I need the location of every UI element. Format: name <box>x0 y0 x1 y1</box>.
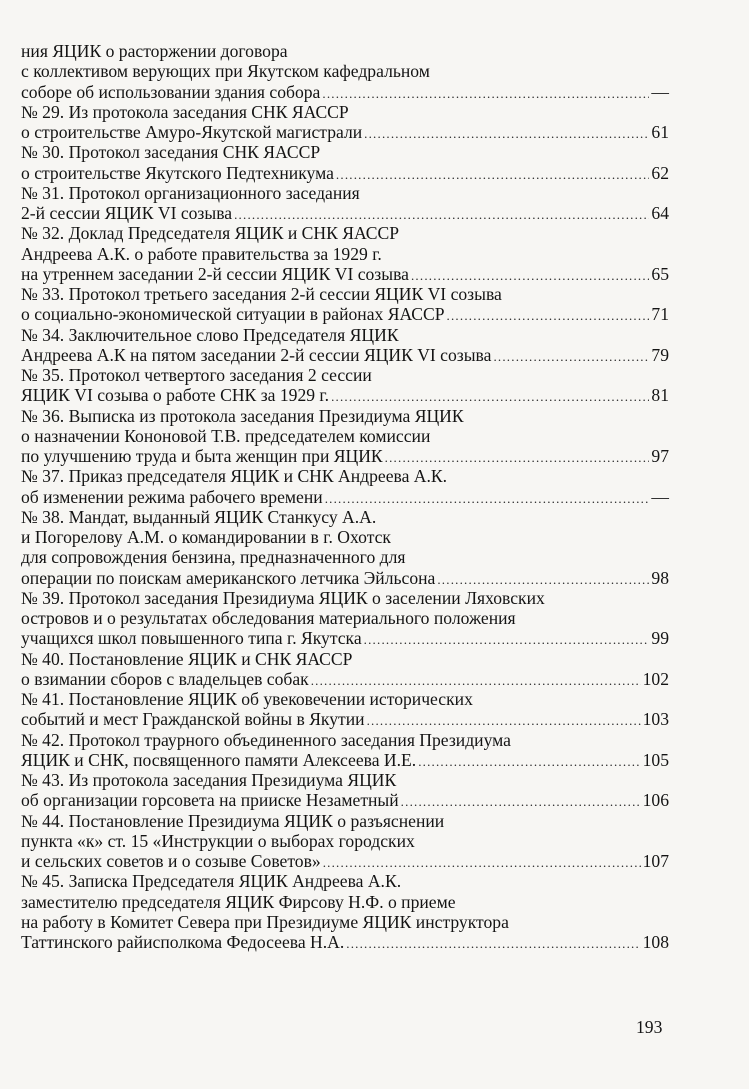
toc-page-number: 102 <box>642 668 669 689</box>
toc-line-text: № 31. Протокол организационного заседания <box>21 182 360 203</box>
toc-line <box>21 264 669 284</box>
toc-line <box>21 932 669 952</box>
toc-line <box>21 851 669 871</box>
toc-line-text: заместителю председателя ЯЦИК Фирсову Н.Ф. о приеме <box>21 891 456 912</box>
toc-line-text: Андреева А.К на пятом заседании 2-й сессии ЯЦИК VI созыва <box>21 344 492 365</box>
dot-leader <box>447 306 650 326</box>
toc-line-text: на утреннем заседании 2-й сессии ЯЦИК VI созыва <box>21 263 409 284</box>
toc-page-number: 97 <box>651 446 669 466</box>
toc-line <box>21 912 669 932</box>
toc-line <box>21 426 669 446</box>
toc-entry <box>21 871 669 952</box>
toc-line-text: № 43. Из протокола заседания Президиума ЯЦИК <box>21 770 397 790</box>
dot-leader <box>322 84 649 104</box>
toc-page-number: 106 <box>642 790 669 811</box>
toc-line-text: с коллективом верующих при Якутском кафедральном <box>21 61 430 82</box>
toc-line <box>21 385 669 405</box>
toc-entry <box>21 507 669 588</box>
toc-line <box>21 770 669 790</box>
toc-page-number: 98 <box>651 567 669 588</box>
toc-line-text: № 33. Протокол третьего заседания 2-й сессии ЯЦИК VI созыва <box>21 284 502 304</box>
toc-page-number: — <box>651 81 669 102</box>
toc-entry <box>21 649 669 690</box>
toc-page-number: 62 <box>651 162 669 183</box>
toc-line-text: Таттинского райисполкома Федосеева Н.А. <box>21 932 345 952</box>
toc-line <box>21 163 669 183</box>
dot-leader <box>346 934 640 954</box>
toc-line-text: о социально-экономической ситуации в районах ЯАССР <box>21 304 445 325</box>
toc-line <box>21 365 669 385</box>
toc-line-text: о взимании сборов с владельцев собак <box>21 668 309 689</box>
dot-leader <box>364 124 649 144</box>
toc-line <box>21 142 669 162</box>
toc-line <box>21 203 669 223</box>
toc-entry <box>21 689 669 730</box>
toc-line-text: ния ЯЦИК о расторжении договора <box>21 41 288 61</box>
toc-page-number: 65 <box>651 263 669 284</box>
toc-line <box>21 406 669 426</box>
toc-entry <box>21 102 669 143</box>
toc-line <box>21 244 669 264</box>
toc-line-text: о строительстве Амуро-Якутской магистрали <box>21 122 363 142</box>
toc-page-number: 105 <box>642 749 669 770</box>
toc-line-text: № 41. Постановление ЯЦИК об увековечении исторических <box>21 689 473 709</box>
toc-line-text: № 37. Приказ председателя ЯЦИК и СНК Андреева А.К. <box>21 466 448 487</box>
dot-leader <box>331 387 649 407</box>
toc-line <box>21 102 669 122</box>
toc-line <box>21 750 669 770</box>
toc-line-text: операции по поискам американского летчика Эйльсона <box>21 567 436 588</box>
toc-page-number: — <box>651 486 669 507</box>
toc-line <box>21 730 669 750</box>
toc-line <box>21 61 669 81</box>
toc-entry <box>21 588 669 649</box>
toc-line-text: о назначении Кононовой Т.В. председателем комиссии <box>21 425 431 446</box>
toc-line-text: для сопровождения бензина, предназначенного для <box>21 547 406 568</box>
toc-line <box>21 892 669 912</box>
dot-leader <box>437 570 649 590</box>
toc-line <box>21 811 669 831</box>
dot-leader <box>323 853 641 873</box>
toc-line <box>21 487 669 507</box>
toc-page-number: 99 <box>651 628 669 649</box>
toc-line <box>21 345 669 365</box>
toc-line-text: на работу в Комитет Севера при Президиуме ЯЦИК инструктора <box>21 911 509 932</box>
toc-entry <box>21 466 669 507</box>
toc-line <box>21 527 669 547</box>
toc-page-number: 61 <box>651 122 669 142</box>
toc-line <box>21 466 669 486</box>
toc-line <box>21 649 669 669</box>
toc-line <box>21 41 669 61</box>
dot-leader <box>234 205 649 225</box>
toc-line <box>21 304 669 324</box>
dot-leader <box>401 792 641 812</box>
toc-line <box>21 831 669 851</box>
toc-line-text: Андреева А.К. о работе правительства за 1929 г. <box>21 243 382 264</box>
toc-line <box>21 507 669 527</box>
toc-line <box>21 568 669 588</box>
table-of-contents <box>21 41 669 952</box>
toc-line-text: № 34. Заключительное слово Председателя ЯЦИК <box>21 324 399 345</box>
toc-line-text: ЯЦИК VI созыва о работе СНК за 1929 г. <box>21 385 330 406</box>
toc-line-text: событий и мест Гражданской войны в Якутии <box>21 709 365 730</box>
toc-page-number: 79 <box>651 344 669 365</box>
toc-line-text: № 45. Записка Председателя ЯЦИК Андреева А.К. <box>21 871 402 892</box>
dot-leader <box>325 489 650 509</box>
toc-line-text: № 38. Мандат, выданный ЯЦИК Станкусу А.А. <box>21 506 377 527</box>
toc-line <box>21 223 669 243</box>
toc-line-text: № 36. Выписка из протокола заседания Президиума ЯЦИК <box>21 405 464 426</box>
page-number: 193 <box>636 1017 663 1037</box>
toc-line-text: № 32. Доклад Председателя ЯЦИК и СНК ЯАССР <box>21 223 400 244</box>
toc-line-text: об изменении режима рабочего времени <box>21 486 323 507</box>
toc-page-number: 108 <box>642 932 669 952</box>
toc-line-text: пункта «к» ст. 15 «Инструкции о выборах городских <box>21 830 415 851</box>
toc-entry <box>21 284 669 325</box>
toc-page-number: 81 <box>651 385 669 406</box>
toc-line-text: № 35. Протокол четвертого заседания 2 сессии <box>21 365 372 385</box>
toc-line <box>21 689 669 709</box>
toc-entry <box>21 770 669 811</box>
toc-entry <box>21 183 669 224</box>
toc-line <box>21 325 669 345</box>
toc-page-number: 64 <box>651 203 669 223</box>
toc-line <box>21 669 669 689</box>
toc-line <box>21 628 669 648</box>
toc-line-text: № 30. Протокол заседания СНК ЯАССР <box>21 142 321 163</box>
toc-entry <box>21 223 669 284</box>
dot-leader <box>411 266 649 286</box>
dot-leader <box>493 347 649 367</box>
dot-leader <box>336 165 649 185</box>
toc-line-text: по улучшению труда и быта женщин при ЯЦИК <box>21 446 383 466</box>
toc-line <box>21 608 669 628</box>
toc-entry <box>21 142 669 183</box>
toc-line <box>21 122 669 142</box>
toc-entry <box>21 325 669 366</box>
toc-line <box>21 284 669 304</box>
toc-line-text: и сельских советов и о созыве Советов» <box>21 851 321 871</box>
dot-leader <box>418 752 640 772</box>
toc-line-text: ЯЦИК и СНК, посвященного памяти Алексеева И.Е. <box>21 749 417 770</box>
toc-line-text: островов и о результатах обследования материального положения <box>21 608 516 628</box>
toc-line-text: соборе об использовании здания собора <box>21 81 321 102</box>
toc-line-text: № 40. Постановление ЯЦИК и СНК ЯАССР <box>21 648 353 669</box>
toc-line <box>21 547 669 567</box>
toc-line-text: № 39. Протокол заседания Президиума ЯЦИК о заселении Ляховских <box>21 587 545 608</box>
toc-line <box>21 446 669 466</box>
toc-line <box>21 871 669 891</box>
toc-page-number: 107 <box>642 851 669 871</box>
toc-page-number: 71 <box>651 304 669 325</box>
toc-line-text: об организации горсовета на прииске Незаметный <box>21 790 399 811</box>
dot-leader <box>311 671 641 691</box>
toc-line <box>21 588 669 608</box>
dot-leader <box>364 630 650 650</box>
toc-line-text: о строительстве Якутского Педтехникума <box>21 162 334 183</box>
toc-page-number: 103 <box>642 709 669 730</box>
toc-line-text: № 29. Из протокола заседания СНК ЯАССР <box>21 101 349 122</box>
dot-leader <box>367 711 641 731</box>
toc-line <box>21 183 669 203</box>
toc-line <box>21 82 669 102</box>
toc-line <box>21 709 669 729</box>
toc-line-text: № 42. Протокол траурного объединенного заседания Президиума <box>21 729 511 750</box>
toc-line-text: № 44. Постановление Президиума ЯЦИК о разъяснении <box>21 810 445 831</box>
dot-leader <box>385 448 650 468</box>
toc-line <box>21 790 669 810</box>
toc-entry <box>21 41 669 102</box>
toc-line-text: учащихся школ повышенного типа г. Якутска <box>21 628 362 649</box>
toc-entry <box>21 811 669 872</box>
toc-entry <box>21 730 669 771</box>
toc-entry <box>21 406 669 467</box>
toc-entry <box>21 365 669 406</box>
toc-line-text: и Погорелову А.М. о командировании в г. Охотск <box>21 527 391 547</box>
toc-line-text: 2-й сессии ЯЦИК VI созыва <box>21 203 233 223</box>
